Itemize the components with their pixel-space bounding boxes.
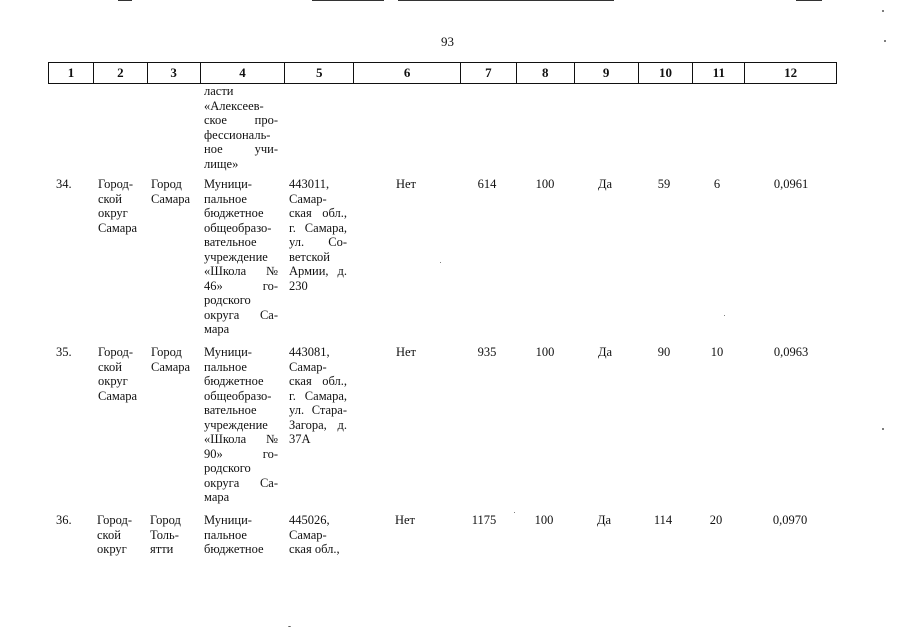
header-cell: 2: [94, 63, 148, 83]
address-cell: 443011, Самар-ская обл., г. Самара, ул. Со-ветской Армии, д. 230: [289, 177, 347, 293]
header-cell: 7: [461, 63, 517, 83]
col12-cell: 0,0961: [773, 177, 809, 191]
header-cell: 12: [784, 65, 798, 80]
settlement-cell: Город Самара: [151, 177, 191, 206]
scan-mark: [398, 0, 614, 1]
scan-speck: [882, 10, 884, 12]
col9-cell: Да: [597, 177, 613, 191]
scan-speck: [440, 262, 441, 263]
settlement-cell: Город Самара: [151, 345, 191, 374]
scan-speck: [724, 315, 725, 316]
scan-speck: [288, 626, 291, 627]
header-cell: 8: [517, 63, 575, 83]
header-cell: 1: [49, 63, 94, 83]
header-cell: 11: [693, 63, 745, 83]
table-header-row: [48, 62, 837, 84]
organization-cell: Муници-пальное бюджетное общеобразо-вательное учреждение «Школа № 90» го-родского округа Са-мара: [204, 345, 278, 504]
col10-cell: 114: [653, 513, 673, 527]
row-number: 34.: [56, 177, 72, 191]
header-cell: 5: [285, 63, 354, 83]
continuation-cell: ласти «Алексеев-ское про-фессиональ-ное учи-лище»: [204, 84, 278, 171]
organization-cell: Муници-пальное бюджетное: [204, 513, 264, 556]
col6-cell: Нет: [394, 513, 416, 527]
header-cell: 3: [148, 63, 201, 83]
col7-cell: 614: [477, 177, 497, 191]
col12-cell: 0,0963: [773, 345, 809, 359]
header-cell: 6: [354, 63, 461, 83]
col10-cell: 90: [657, 345, 671, 359]
col11-cell: 20: [709, 513, 723, 527]
col9-cell: Да: [597, 345, 613, 359]
col12-cell: 0,0970: [772, 513, 808, 527]
col7-cell: 1175: [471, 513, 497, 527]
col6-cell: Нет: [395, 345, 417, 359]
scan-speck: [514, 512, 515, 513]
row-number: 36.: [56, 513, 72, 527]
page-number: 93: [441, 34, 454, 49]
col9-cell: Да: [596, 513, 612, 527]
col11-cell: 10: [710, 345, 724, 359]
header-cell: 9: [575, 63, 639, 83]
col7-cell: 935: [477, 345, 497, 359]
col10-cell: 59: [657, 177, 671, 191]
col11-cell: 6: [713, 177, 721, 191]
col8-cell: 100: [535, 177, 555, 191]
address-cell: 445026, Самар-ская обл.,: [289, 513, 340, 556]
scan-mark: [118, 0, 132, 1]
row-number: 35.: [56, 345, 72, 359]
scan-speck: [882, 428, 884, 430]
col8-cell: 100: [534, 513, 554, 527]
header-cell: 4: [201, 63, 286, 83]
col6-cell: Нет: [395, 177, 417, 191]
scan-mark: [312, 0, 384, 1]
municipality-cell: Город- ской округ: [97, 513, 133, 556]
header-cell: 10: [639, 63, 694, 83]
scan-mark: [796, 0, 822, 1]
organization-cell: Муници-пальное бюджетное общеобразо-вательное учреждение «Школа № 46» го-родского округа Са-мара: [204, 177, 278, 336]
municipality-cell: Город- ской округ Самара: [98, 177, 138, 235]
address-cell: 443081, Самар-ская обл., г. Самара, ул. Стара-Загора, д. 37А: [289, 345, 347, 446]
scan-speck: [884, 40, 886, 42]
settlement-cell: Город Толь- ятти: [150, 513, 181, 556]
municipality-cell: Город- ской округ Самара: [98, 345, 138, 403]
col8-cell: 100: [535, 345, 555, 359]
